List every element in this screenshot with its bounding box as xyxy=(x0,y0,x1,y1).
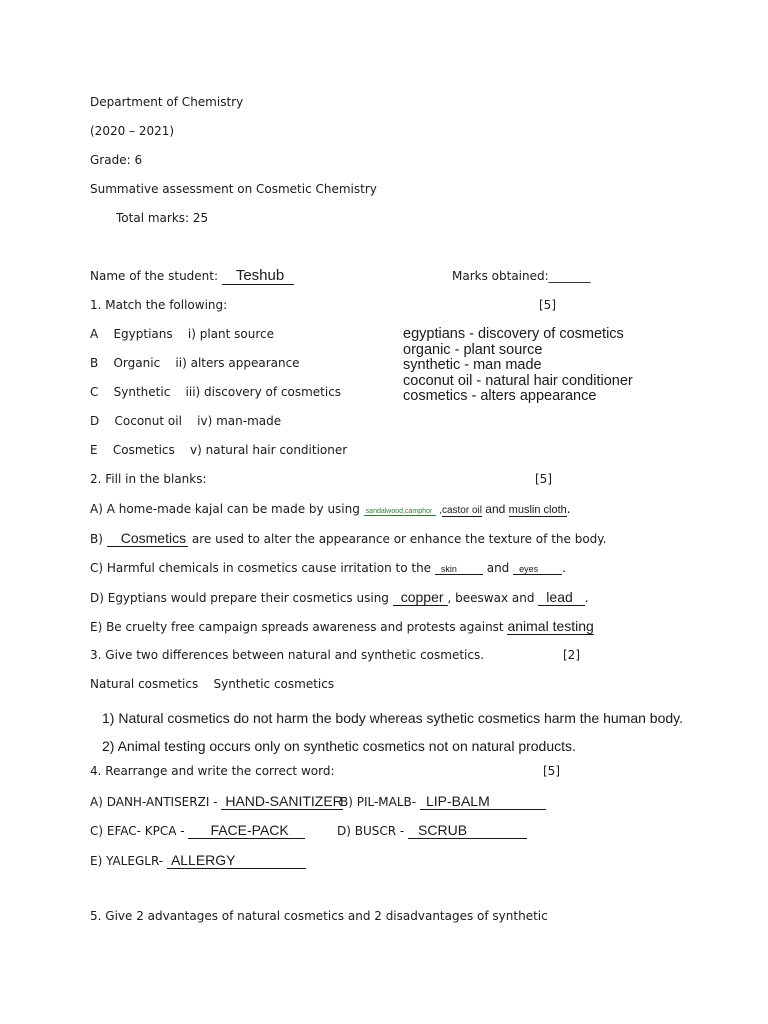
q2-c-line xyxy=(90,561,566,576)
q4-a-line xyxy=(90,794,343,809)
q4-marks: [5] xyxy=(543,764,560,778)
q2-e-answer[interactable]: animal testing xyxy=(507,618,594,634)
q3-prompt: 3. Give two differences between natural and synthetic cosmetics. xyxy=(90,648,485,662)
q4-b-label: B) PIL-MALB- xyxy=(340,795,420,809)
q2-marks: [5] xyxy=(535,472,552,486)
q4-prompt: 4. Rearrange and write the correct word: xyxy=(90,764,335,778)
q2-a-line xyxy=(90,502,571,518)
total-marks: Total marks: 25 xyxy=(116,211,209,225)
q1-answer-2: organic - plant source xyxy=(403,341,543,358)
assessment-title: Summative assessment on Cosmetic Chemistry xyxy=(90,182,377,196)
q4-a-answer[interactable]: HAND-SANITIZER xyxy=(221,793,342,810)
q4-d-label: D) BUSCR - xyxy=(337,824,409,838)
q3-columns: Natural cosmetics Synthetic cosmetics xyxy=(90,677,335,691)
q1-marks: [5] xyxy=(539,298,556,312)
department-heading: Department of Chemistry xyxy=(90,95,244,109)
q2-d-answer-1[interactable]: copper xyxy=(393,589,448,606)
q2-a-end: . xyxy=(566,502,571,516)
q2-b-line xyxy=(90,531,606,546)
q4-c-line xyxy=(90,823,305,838)
q4-b-line xyxy=(340,794,546,809)
q2-b-answer[interactable]: Cosmetics xyxy=(107,530,188,547)
q2-d-end: . xyxy=(584,591,589,605)
marks-obtained: Marks obtained:_______ xyxy=(452,269,591,283)
grade-label: Grade: 6 xyxy=(90,153,143,167)
q2-d-answer-2[interactable]: lead xyxy=(538,589,584,606)
q1-row-d: D Coconut oil iv) man-made xyxy=(90,414,282,428)
q3-marks: [2] xyxy=(563,648,580,662)
q2-a-and: and xyxy=(481,502,509,516)
q1-row-c: C Synthetic iii) discovery of cosmetics xyxy=(90,385,342,399)
q5-prompt: 5. Give 2 advantages of natural cosmetics and 2 disadvantages of synthetic xyxy=(90,909,548,923)
q2-d-text: D) Egyptians would prepare their cosmetics using xyxy=(90,591,393,605)
q1-answer-5: cosmetics - alters appearance xyxy=(403,388,597,404)
q4-b-answer[interactable]: LIP-BALM xyxy=(420,793,546,810)
q4-c-answer[interactable]: FACE-PACK xyxy=(188,822,304,839)
academic-year: (2020 – 2021) xyxy=(90,124,175,138)
q2-a-sep: , xyxy=(436,506,442,516)
q2-e-line xyxy=(90,619,594,634)
q3-answer-2[interactable]: 2) Animal testing occurs only on synthetic cosmetics not on natural products. xyxy=(102,738,576,754)
q3-answer-1[interactable]: 1) Natural cosmetics do not harm the body whereas sythetic cosmetics harm the human body. xyxy=(102,710,684,726)
q2-a-answer-2[interactable]: castor oil xyxy=(441,505,482,516)
q1-row-a: A Egyptians i) plant source xyxy=(90,327,275,341)
q2-c-end: . xyxy=(562,561,566,575)
q2-d-line xyxy=(90,590,589,605)
q1-answer-block[interactable] xyxy=(403,327,633,405)
q4-e-label: E) YALEGLR- xyxy=(90,854,167,868)
q2-a-answer-1[interactable]: sandalwood,camphor xyxy=(364,508,437,516)
student-name-label: Name of the student: xyxy=(90,269,222,283)
q1-row-b: B Organic ii) alters appearance xyxy=(90,356,300,370)
q1-answer-3: synthetic - man made xyxy=(403,357,542,373)
q1-prompt: 1. Match the following: xyxy=(90,298,228,312)
student-name-value[interactable]: Teshub xyxy=(222,267,294,285)
q2-c-text: C) Harmful chemicals in cosmetics cause irritation to the xyxy=(90,561,435,575)
q2-c-and: and xyxy=(482,561,514,575)
q1-row-e: E Cosmetics v) natural hair conditioner xyxy=(90,443,348,457)
q2-c-answer-2[interactable]: eyes xyxy=(513,564,562,575)
q2-b-prefix: B) xyxy=(90,532,107,546)
q2-prompt: 2. Fill in the blanks: xyxy=(90,472,207,486)
q4-e-answer[interactable]: ALLERGY xyxy=(167,852,306,869)
q4-d-line xyxy=(337,823,527,838)
q4-a-label: A) DANH-ANTISERZI - xyxy=(90,795,222,809)
q2-a-text: A) A home-made kajal can be made by using xyxy=(90,502,364,516)
q2-d-mid: , beeswax and xyxy=(447,591,539,605)
q1-answer-1: egyptians - discovery of cosmetics xyxy=(403,326,624,342)
q2-a-answer-3[interactable]: muslin cloth xyxy=(508,504,567,516)
q2-b-text: are used to alter the appearance or enhance the texture of the body. xyxy=(188,532,607,546)
q4-d-answer[interactable]: SCRUB xyxy=(408,822,527,839)
student-name-line xyxy=(90,269,294,283)
q4-e-line xyxy=(90,853,306,868)
q4-c-label: C) EFAC- KPCA - xyxy=(90,824,189,838)
q2-e-text: E) Be cruelty free campaign spreads awareness and protests against xyxy=(90,620,508,634)
q1-answer-4: coconut oil - natural hair conditioner xyxy=(403,372,633,389)
q2-c-answer-1[interactable]: skin xyxy=(435,564,483,575)
